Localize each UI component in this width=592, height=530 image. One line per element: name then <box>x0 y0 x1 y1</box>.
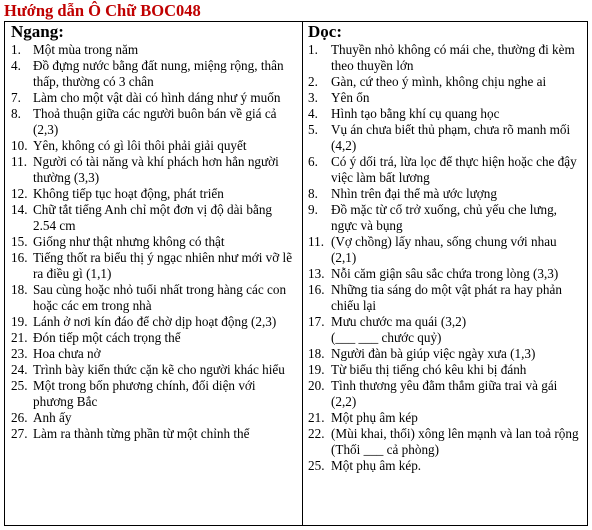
across-clue-number: 14. <box>11 202 28 217</box>
across-clue-number: 23. <box>11 346 28 361</box>
down-clue-text: Một phụ âm kép <box>331 410 418 425</box>
down-clue-number: 3. <box>308 90 318 105</box>
across-clue-number: 24. <box>11 362 28 377</box>
down-clue-text: Người đàn bà giúp việc ngày xưa (1,3) <box>331 346 536 361</box>
down-clue <box>303 74 587 90</box>
down-clue <box>303 186 587 202</box>
clue-table <box>4 21 588 526</box>
across-clue <box>5 282 302 314</box>
across-clue <box>5 378 302 410</box>
down-clue <box>303 122 587 154</box>
across-clue-number: 4. <box>11 58 21 73</box>
across-clue-number: 25. <box>11 378 28 393</box>
down-clue-number: 5. <box>308 122 318 137</box>
down-clue-number: 16. <box>308 282 325 297</box>
down-clue <box>303 154 587 186</box>
down-clue-text: Yên ổn <box>331 90 370 105</box>
down-clue-text: Từ biểu thị tiếng chó kêu khi bị đánh <box>331 362 527 377</box>
down-clue-text: Tình thương yêu đằm thắm giữa trai và gái (2,2) <box>331 378 558 409</box>
down-clue <box>303 42 587 74</box>
down-clue-number: 22. <box>308 426 325 441</box>
down-clue-text: (Vợ chồng) lấy nhau, sống chung với nhau (2,1) <box>331 234 557 265</box>
across-clue-number: 18. <box>11 282 28 297</box>
across-clue <box>5 410 302 426</box>
across-clue-text: Không tiếp tục hoạt động, phát triển <box>33 186 224 201</box>
down-clue-text: (Mùi khai, thối) xông lên mạnh và lan toả rộng (Thối ___ cả phòng) <box>331 426 579 457</box>
down-clue <box>303 426 587 458</box>
across-column <box>5 22 303 525</box>
down-clue <box>303 106 587 122</box>
across-clue-text: Anh ấy <box>33 410 72 425</box>
across-clue-number: 10. <box>11 138 28 153</box>
down-clue <box>303 378 587 410</box>
down-clue-number: 17. <box>308 314 325 329</box>
down-clue-text: Hình tạo bằng khí cụ quang học <box>331 106 500 121</box>
across-heading: Ngang: <box>11 22 64 41</box>
across-clue-text: Một trong bốn phương chính, đối diện với phương Bắc <box>33 378 256 409</box>
across-clue-number: 19. <box>11 314 28 329</box>
down-clue-number: 1. <box>308 42 318 57</box>
across-clue-number: 7. <box>11 90 21 105</box>
down-clue-number: 4. <box>308 106 318 121</box>
across-clue <box>5 58 302 90</box>
down-clue <box>303 282 587 314</box>
down-heading: Dọc: <box>308 22 342 41</box>
down-clue <box>303 266 587 282</box>
down-clue-text: Đồ mặc từ cổ trở xuống, chủ yếu che lưng, ngực và bụng <box>331 202 557 233</box>
across-clue <box>5 426 302 442</box>
across-clue-number: 12. <box>11 186 28 201</box>
across-clue <box>5 250 302 282</box>
down-column <box>303 22 587 525</box>
across-clue <box>5 106 302 138</box>
across-clue <box>5 202 302 234</box>
down-clue <box>303 346 587 362</box>
across-clue-text: Sau cùng hoặc nhỏ tuổi nhất trong hàng các con hoặc các em trong nhà <box>33 282 287 313</box>
across-clue <box>5 362 302 378</box>
down-clue <box>303 314 587 346</box>
down-clue <box>303 362 587 378</box>
across-clue-number: 16. <box>11 250 28 265</box>
across-clue-text: Hoa chưa nở <box>33 346 101 361</box>
down-clue-number: 20. <box>308 378 325 393</box>
across-clue-number: 1. <box>11 42 21 57</box>
down-clue-text: Gàn, cứ theo ý mình, không chịu nghe ai <box>331 74 547 89</box>
across-clue-text: Lánh ở nơi kín đáo để chờ dịp hoạt động (2,3) <box>33 314 277 329</box>
across-clue-text: Làm ra thành từng phần từ một chỉnh thể <box>33 426 250 441</box>
page-title: Hướng dẫn Ô Chữ BOC048 <box>4 1 201 20</box>
across-clue <box>5 138 302 154</box>
down-clue-number: 18. <box>308 346 325 361</box>
down-clue <box>303 234 587 266</box>
across-clue-number: 11. <box>11 154 27 169</box>
down-clue-number: 13. <box>308 266 325 281</box>
across-clue-number: 26. <box>11 410 28 425</box>
across-clue-text: Tiếng thốt ra biểu thị ý ngạc nhiên như mới vỡ lẽ ra điều gì (1,1) <box>33 250 293 281</box>
down-clue-number: 21. <box>308 410 325 425</box>
across-clue-text: Thoả thuận giữa các người buôn bán về giá cả (2,3) <box>33 106 277 137</box>
down-clue-number: 11. <box>308 234 324 249</box>
down-clue-text: Nỗi căm giận sâu sắc chứa trong lòng (3,3) <box>331 266 559 281</box>
across-clue-number: 27. <box>11 426 28 441</box>
across-clue <box>5 42 302 58</box>
across-clue <box>5 330 302 346</box>
down-clue-list <box>303 42 587 474</box>
down-clue-text: Vụ án chưa biết thủ phạm, chưa rõ manh mối (4,2) <box>331 122 571 153</box>
across-clue <box>5 346 302 362</box>
down-clue-number: 9. <box>308 202 318 217</box>
across-clue-list <box>5 42 302 442</box>
down-clue-text: Những tia sáng do một vật phát ra hay phản chiếu lại <box>331 282 562 313</box>
across-clue-number: 21. <box>11 330 28 345</box>
down-clue-number: 19. <box>308 362 325 377</box>
across-clue-text: Đón tiếp một cách trọng thể <box>33 330 181 345</box>
across-clue <box>5 90 302 106</box>
across-clue-text: Yên, không có gì lôi thôi phải giải quyết <box>33 138 247 153</box>
across-clue-text: Chữ tắt tiếng Anh chỉ một đơn vị độ dài bằng 2.54 cm <box>33 202 273 233</box>
across-clue-text: Một mùa trong năm <box>33 42 139 57</box>
across-clue <box>5 234 302 250</box>
down-clue-number: 2. <box>308 74 318 89</box>
down-clue-number: 8. <box>308 186 318 201</box>
down-clue-text: Nhìn trên đại thể mà ước lượng <box>331 186 497 201</box>
across-clue-text: Người có tài năng và khí phách hơn hẳn người thường (3,3) <box>33 154 279 185</box>
across-clue <box>5 154 302 186</box>
down-clue-text: Một phụ âm kép. <box>331 458 422 473</box>
across-clue <box>5 186 302 202</box>
across-clue-number: 15. <box>11 234 28 249</box>
down-clue <box>303 90 587 106</box>
across-clue <box>5 314 302 330</box>
down-clue-text: Mưu chước ma quái (3,2) (___ ___ chước quỷ) <box>331 314 467 345</box>
across-clue-text: Giống như thật nhưng không có thật <box>33 234 225 249</box>
across-clue-text: Làm cho một vật dài có hình dáng như ý muốn <box>33 90 281 105</box>
down-clue-text: Thuyền nhỏ không có mái che, thường đi kèm theo thuyền lớn <box>331 42 575 73</box>
down-clue-number: 25. <box>308 458 325 473</box>
down-clue-number: 6. <box>308 154 318 169</box>
down-clue <box>303 410 587 426</box>
down-clue-text: Có ý dối trá, lừa lọc để thực hiện hoặc che đậy việc làm bất lương <box>331 154 577 185</box>
across-clue-text: Trình bày kiến thức cặn kẽ cho người khác hiểu <box>33 362 285 377</box>
across-clue-number: 8. <box>11 106 21 121</box>
across-clue-text: Đồ đựng nước bằng đất nung, miệng rộng, thân thấp, thường có 3 chân <box>33 58 284 89</box>
down-clue <box>303 458 587 474</box>
down-clue <box>303 202 587 234</box>
